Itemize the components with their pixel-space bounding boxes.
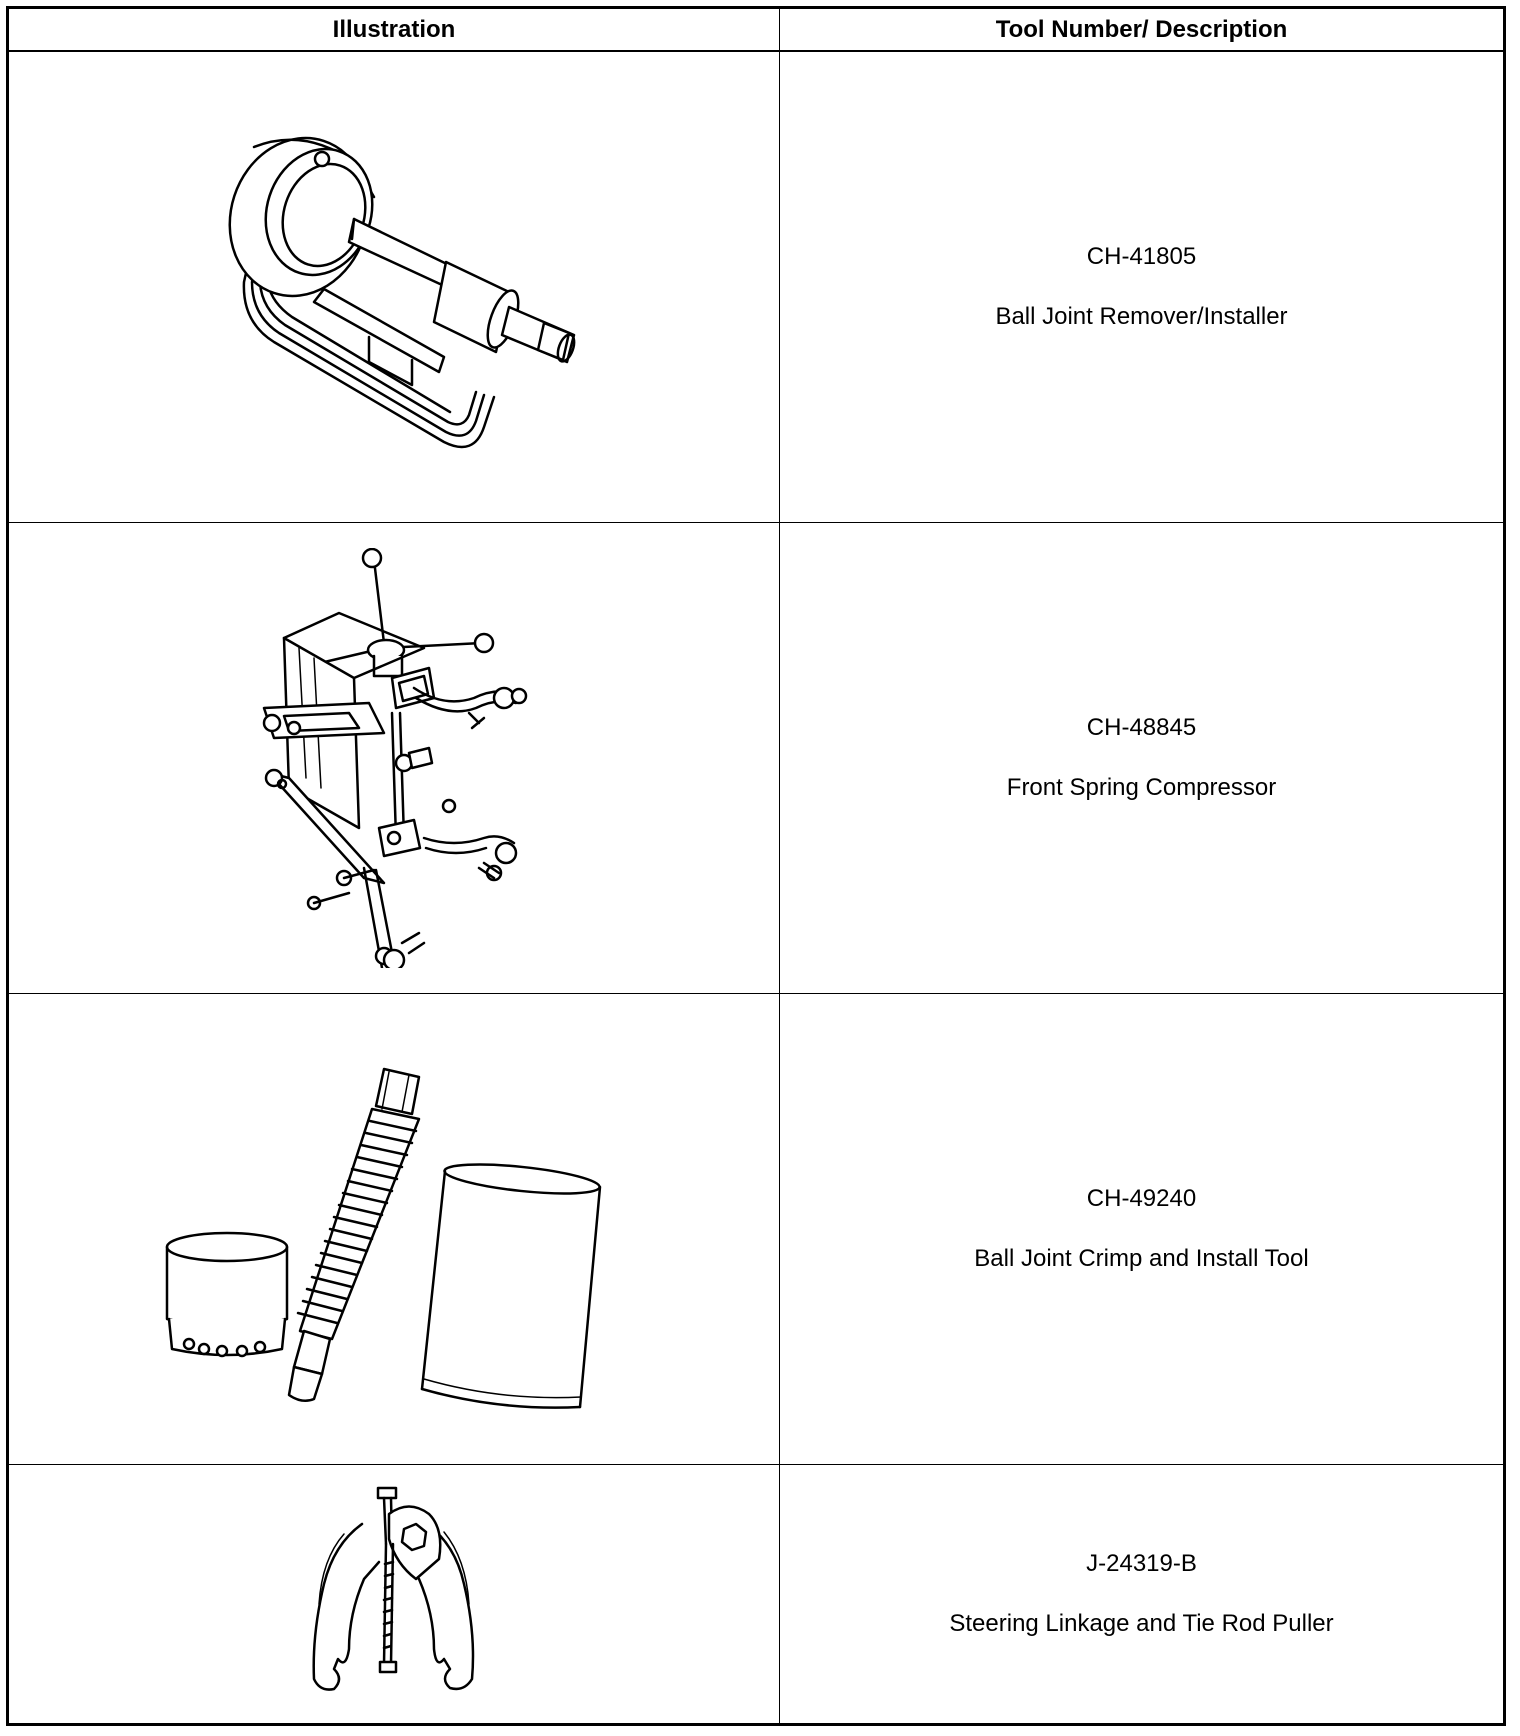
tool-number: CH-49240 (1086, 1185, 1197, 1212)
spring-compressor-icon (244, 548, 544, 968)
tool-description: Ball Joint Remover/Installer (995, 303, 1288, 330)
header-illustration: Illustration (9, 9, 780, 52)
illustration-cell (9, 1465, 780, 1723)
tie-rod-puller-icon (304, 1484, 484, 1704)
tool-description-cell (780, 523, 1503, 994)
tool-description: Front Spring Compressor (1006, 774, 1277, 801)
header-description: Tool Number/ Description (780, 9, 1503, 52)
tool-description-cell (780, 52, 1503, 523)
tool-description-cell (780, 994, 1503, 1465)
tool-description: Ball Joint Crimp and Install Tool (974, 1245, 1309, 1272)
crimp-install-tool-icon (164, 1039, 624, 1419)
tool-description-cell (780, 1465, 1503, 1723)
tool-number: CH-41805 (1086, 243, 1197, 270)
tool-number: J-24319-B (1086, 1550, 1197, 1577)
illustration-cell (9, 523, 780, 994)
tool-number: CH-48845 (1086, 714, 1197, 741)
illustration-cell (9, 52, 780, 523)
ball-joint-press-icon (184, 107, 604, 467)
special-tools-table (6, 6, 1506, 1726)
illustration-cell (9, 994, 780, 1465)
tool-description: Steering Linkage and Tie Rod Puller (949, 1610, 1334, 1637)
